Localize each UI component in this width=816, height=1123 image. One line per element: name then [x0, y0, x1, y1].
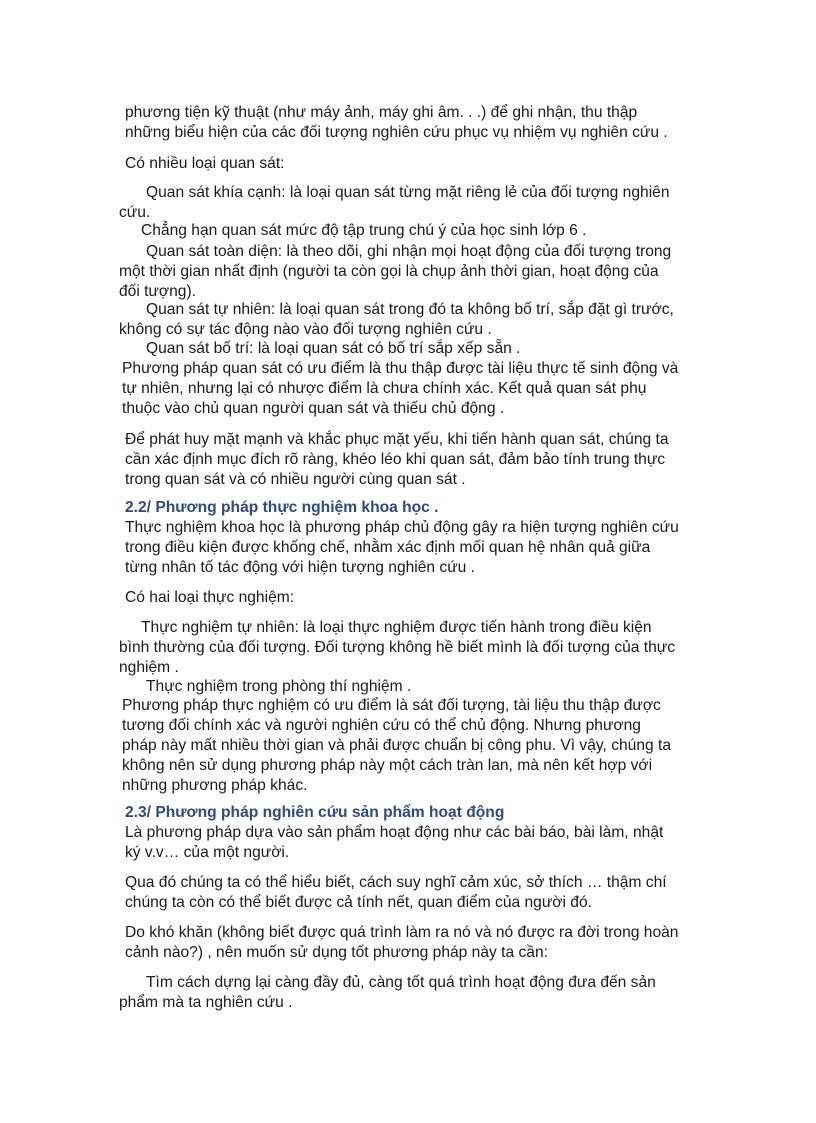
text-line: Thực nghiệm khoa học là phương pháp chủ động gây ra hiện tượng nghiên cứu [125, 519, 679, 536]
section-heading: 2.2/ Phương pháp thực nghiệm khoa học . [125, 499, 439, 516]
text-line: Có hai loại thực nghiệm: [125, 589, 295, 606]
text-line: Quan sát tự nhiên: là loại quan sát trong đó ta không bố trí, sắp đặt gì trước, [146, 301, 674, 318]
text-line: một thời gian nhất định (người ta còn gọi là chụp ảnh thời gian, hoạt động của [119, 263, 659, 280]
text-line: Thực nghiệm trong phòng thí nghiệm . [146, 678, 412, 695]
text-line: Quan sát toàn diện: là theo dõi, ghi nhận mọi hoạt động của đối tượng trong [146, 243, 672, 260]
text-line: Phương pháp quan sát có ưu điểm là thu thập được tài liệu thực tế sinh động và [122, 360, 679, 377]
text-line: thuộc vào chủ quan người quan sát và thiếu chủ động . [122, 400, 505, 417]
text-line: chúng ta còn có thể biết được cả tính nết, quan điểm của người đó. [125, 894, 592, 911]
text-line: Có nhiều loại quan sát: [125, 155, 285, 172]
text-line: cứu. [119, 204, 151, 221]
text-line: những biểu hiện của các đối tượng nghiên cứu phục vụ nhiệm vụ nghiên cứu . [125, 124, 668, 141]
text-line: cần xác định mục đích rõ ràng, khéo léo khi quan sát, đảm bảo tính trung thực [125, 451, 666, 468]
text-line: Qua đó chúng ta có thể hiểu biết, cách suy nghĩ cảm xúc, sở thích … thậm chí [125, 874, 667, 891]
text-line: Là phương pháp dựa vào sản phẩm hoạt động như các bài báo, bài làm, nhật [125, 824, 664, 841]
text-line: Do khó khăn (không biết được quá trình làm ra nó và nó được ra đời trong hoàn [125, 924, 679, 941]
text-line: phẩm mà ta nghiên cứu . [119, 994, 293, 1011]
text-line: từng nhân tố tác động với hiện tượng nghiên cứu . [125, 559, 476, 576]
text-line: không có sự tác động nào vào đối tượng nghiên cứu . [119, 321, 492, 338]
text-line: Chẳng hạn quan sát mức độ tập trung chú ý của học sinh lớp 6 . [141, 222, 587, 239]
text-line: phương tiện kỹ thuật (như máy ảnh, máy ghi âm. . .) để ghi nhận, thu thập [125, 104, 638, 121]
text-line: không nên sử dụng phương pháp này một cách tràn lan, mà nên kết hợp với [122, 757, 653, 774]
text-line: Quan sát bố trí: là loại quan sát có bố trí sắp xếp sẵn . [146, 340, 521, 357]
text-line: tự nhiên, nhưng lại có nhược điểm là chưa chính xác. Kết quả quan sát phụ [122, 380, 647, 397]
text-line: Phương pháp thực nghiệm có ưu điểm là sát đối tượng, tài liệu thu thập được [122, 697, 661, 714]
text-line: Quan sát khía cạnh: là loại quan sát từng mặt riêng lẻ của đối tượng nghiên [146, 184, 670, 201]
text-line: bình thường của đối tượng. Đối tượng không hề biết mình là đối tượng của thực [119, 639, 676, 656]
text-line: Thực nghiệm tự nhiên: là loại thực nghiệm được tiến hành trong điều kiện [141, 619, 652, 636]
section-heading: 2.3/ Phương pháp nghiên cứu sản phẩm hoạt động [125, 804, 505, 821]
text-line: Tìm cách dựng lại càng đầy đủ, càng tốt quá trình hoạt động đưa đến sản [146, 974, 656, 991]
text-line: đối tượng). [119, 283, 197, 300]
text-line: trong điều kiện được khống chế, nhằm xác định mối quan hệ nhân quả giữa [125, 539, 651, 556]
text-line: Để phát huy mặt mạnh và khắc phục mặt yếu, khi tiến hành quan sát, chúng ta [125, 431, 669, 448]
text-line: cảnh nào?) , nên muốn sử dụng tốt phương pháp này ta cần: [125, 944, 548, 961]
text-line: pháp này mất nhiều thời gian và phải được chuẩn bị công phu. Vì vậy, chúng ta [122, 737, 672, 754]
text-line: nghiệm . [119, 659, 179, 676]
text-line: trong quan sát và có nhiều người cùng quan sát . [125, 471, 466, 488]
text-line: tương đối chính xác và người nghiên cứu có thể chủ động. Nhưng phương [122, 717, 641, 734]
text-line: những phương pháp khác. [122, 777, 308, 794]
text-line: ký v.v… của một người. [125, 844, 290, 861]
